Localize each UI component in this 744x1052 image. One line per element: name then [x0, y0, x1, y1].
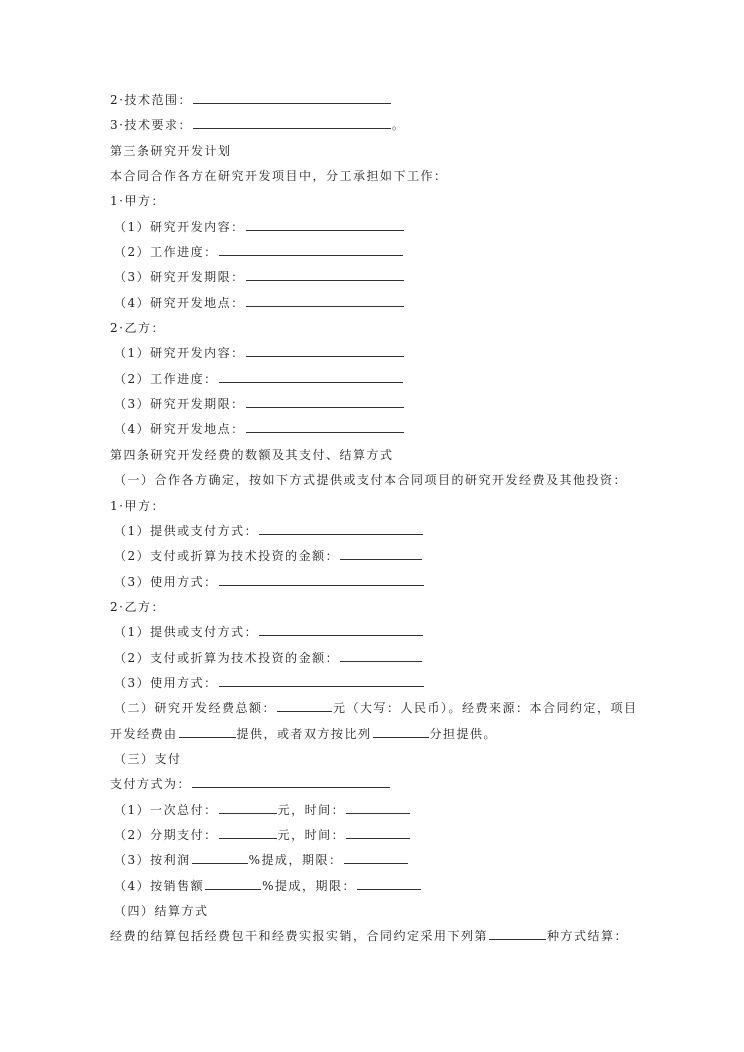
blank-field[interactable] — [219, 369, 403, 383]
line-tech-requirement — [110, 115, 650, 140]
blank-field[interactable] — [219, 242, 403, 256]
blank-field[interactable] — [219, 673, 424, 687]
line-item — [110, 419, 650, 444]
paragraph: （一）合作各方确定，按如下方式提供或支付本合同项目的研究开发经费及其他投资： — [114, 473, 628, 488]
line-item — [110, 673, 650, 698]
label: 元，时间： — [277, 827, 346, 842]
label: 3·技术要求： — [110, 118, 192, 133]
party-a-heading: 1·甲方： — [110, 498, 165, 513]
blank-field[interactable] — [246, 394, 404, 408]
label: %提成，期限： — [248, 853, 343, 868]
line-item — [110, 876, 650, 901]
line-item — [110, 546, 650, 571]
line-item — [110, 622, 650, 647]
label: （1）一次总付： — [114, 802, 218, 817]
label: （1）研究开发内容： — [114, 346, 245, 361]
label: （4）研究开发地点： — [114, 295, 245, 310]
label: （1）提供或支付方式： — [114, 625, 259, 640]
label: （二）研究开发经费总额： — [114, 701, 277, 716]
blank-field[interactable] — [489, 926, 546, 940]
subheading-settlement: （四）结算方式 — [114, 904, 209, 918]
label: （2）支付或折算为技术投资的金额： — [114, 650, 340, 665]
label: （3）使用方式： — [114, 675, 218, 690]
blank-field[interactable] — [277, 698, 332, 712]
line-item — [110, 774, 650, 799]
label: （4）研究开发地点： — [114, 422, 245, 437]
blank-field[interactable] — [205, 876, 261, 890]
blank-field[interactable] — [193, 115, 391, 129]
blank-field[interactable] — [246, 343, 404, 357]
blank-field[interactable] — [193, 90, 391, 104]
section-4-heading: 第四条研究开发经费的数额及其支付、结算方式 — [110, 447, 394, 462]
party-a-heading: 1·甲方： — [110, 194, 165, 209]
line-funding-source — [110, 724, 650, 749]
label: 。 — [391, 118, 406, 133]
party-b-heading: 2·乙方： — [110, 599, 165, 614]
blank-field[interactable] — [346, 800, 410, 814]
blank-field[interactable] — [246, 267, 404, 281]
line-tech-scope — [110, 90, 650, 115]
label: （2）工作进度： — [114, 245, 218, 260]
blank-field[interactable] — [357, 876, 421, 890]
blank-field[interactable] — [259, 521, 423, 535]
blank-field[interactable] — [344, 850, 408, 864]
line-item — [110, 648, 650, 673]
label: （1）提供或支付方式： — [114, 523, 259, 538]
blank-field[interactable] — [192, 850, 248, 864]
line-item — [110, 242, 650, 267]
label: （2）工作进度： — [114, 371, 218, 386]
line-item — [110, 217, 650, 242]
label: 支付方式为： — [110, 777, 192, 792]
label: （2）分期支付： — [114, 827, 218, 842]
label: （1）研究开发内容： — [114, 219, 245, 234]
line-item — [110, 394, 650, 419]
label: 提供，或者双方按比列 — [236, 726, 372, 741]
section-3-heading: 第三条研究开发计划 — [110, 143, 232, 158]
line-item — [110, 850, 650, 875]
blank-field[interactable] — [373, 724, 429, 738]
line-item — [110, 926, 650, 951]
blank-field[interactable] — [219, 800, 277, 814]
line-item — [110, 293, 650, 318]
blank-field[interactable] — [219, 572, 424, 586]
line-item — [110, 369, 650, 394]
label: 开发经费由 — [110, 726, 178, 741]
line-item — [110, 343, 650, 368]
label: 种方式结算： — [547, 929, 629, 944]
label: （3）研究开发期限： — [114, 397, 245, 412]
line-item — [110, 825, 650, 850]
paragraph: 本合同合作各方在研究开发项目中，分工承担如下工作： — [110, 169, 448, 184]
blank-field[interactable] — [246, 293, 404, 307]
label: （3）研究开发期限： — [114, 270, 245, 285]
label: （3）按利润 — [114, 853, 191, 868]
blank-field[interactable] — [219, 825, 277, 839]
blank-field[interactable] — [246, 419, 404, 433]
blank-field[interactable] — [346, 825, 410, 839]
label: %提成，期限： — [262, 878, 357, 893]
blank-field[interactable] — [179, 724, 236, 738]
label: （2）支付或折算为技术投资的金额： — [114, 549, 340, 564]
subheading-payment: （三）支付 — [114, 751, 182, 766]
line-total-funding — [110, 698, 650, 723]
blank-field[interactable] — [340, 546, 422, 560]
label: 2·技术范围： — [110, 93, 192, 107]
line-item — [110, 572, 650, 597]
label: （3）使用方式： — [114, 574, 218, 589]
line-item — [110, 800, 650, 825]
blank-field[interactable] — [246, 217, 404, 231]
label: （4）按销售额 — [114, 878, 205, 893]
blank-field[interactable] — [340, 648, 422, 662]
label: 元，时间： — [277, 802, 346, 817]
line-item — [110, 267, 650, 292]
blank-field[interactable] — [192, 774, 390, 788]
label: 元（大写：人民币）。经费来源：本合同约定，项目 — [333, 701, 638, 716]
line-item — [110, 521, 650, 546]
blank-field[interactable] — [259, 622, 423, 636]
contract-document — [110, 90, 650, 952]
label: 分担提供。 — [429, 726, 498, 741]
party-b-heading: 2·乙方： — [110, 321, 165, 336]
label: 经费的结算包括经费包干和经费实报实销，合同约定采用下列第 — [110, 929, 489, 944]
